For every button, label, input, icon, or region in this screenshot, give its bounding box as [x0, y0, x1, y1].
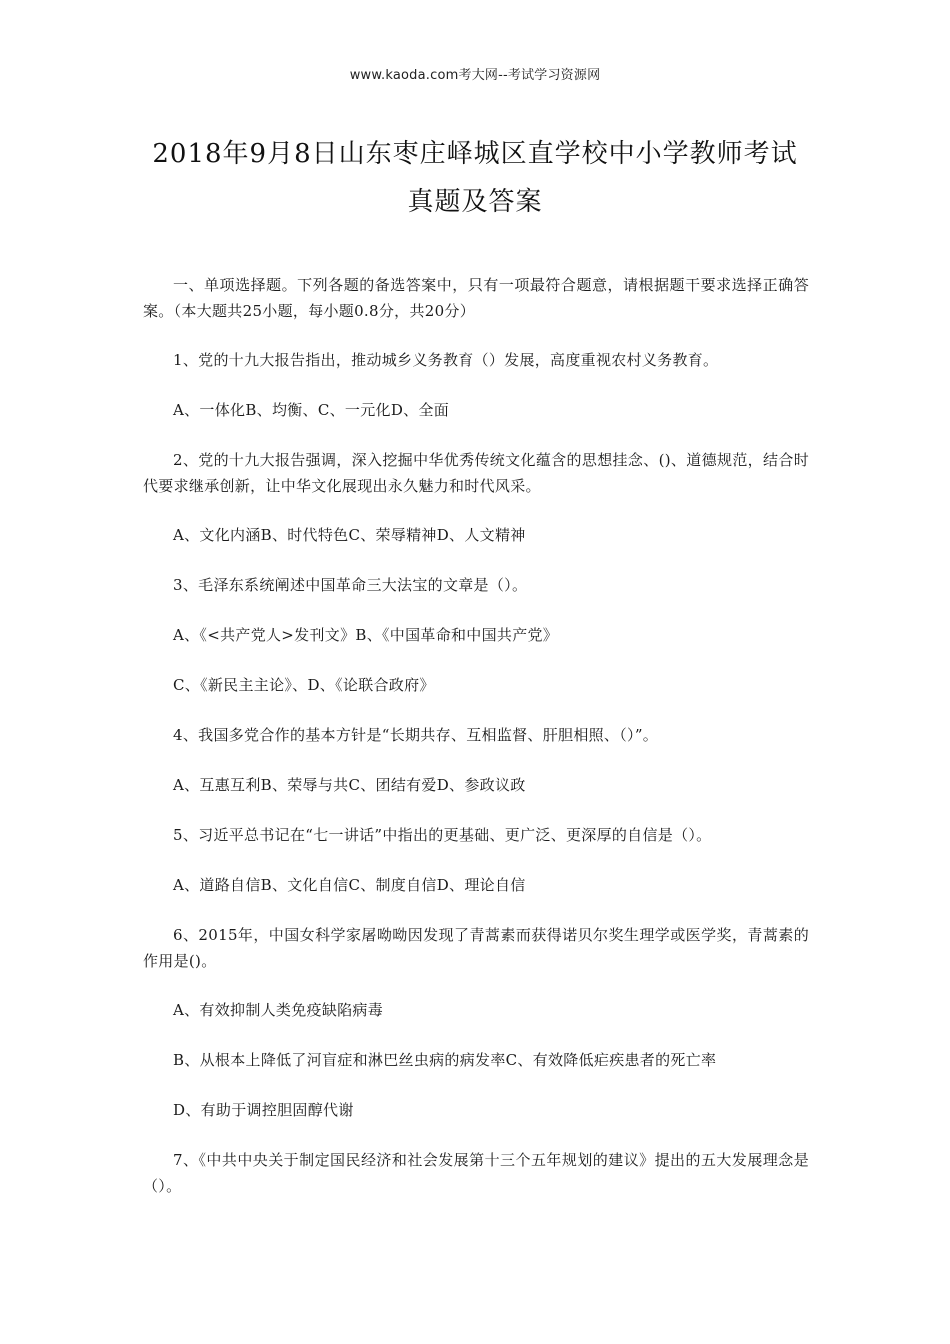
question-5-options: A、道路自信B、文化自信C、制度自信D、理论自信 [173, 876, 526, 894]
question-4-options: A、互惠互利B、荣辱与共C、团结有爱D、参政议政 [173, 776, 526, 794]
question-6-option-d: D、有助于调控胆固醇代谢 [173, 1101, 354, 1119]
question-4: 4、我国多党合作的基本方针是“长期共存、互相监督、肝胆相照、（）”。 [173, 726, 659, 744]
question-6: 6、2015年，中国女科学家屠呦呦因发现了青蒿素而获得诺贝尔奖生理学或医学奖，青蒿素的作用是()。 [143, 926, 809, 970]
question-1-options: A、一体化B、均衡、C、一元化D、全面 [173, 401, 450, 419]
question-7: 7、《中共中央关于制定国民经济和社会发展第十三个五年规划的建议》提出的五大发展理念是（）。 [143, 1151, 809, 1195]
question-3-options-cd: C、《新民主主论》、D、《论联合政府》 [173, 676, 435, 694]
question-6-option-a: A、有效抑制人类免疫缺陷病毒 [173, 1001, 384, 1019]
question-3-options-ab: A、《<共产党人>发刊文》B、《中国革命和中国共产党》 [173, 626, 559, 644]
question-2: 2、党的十九大报告强调，深入挖掘中华优秀传统文化蕴含的思想挂念、()、道德规范，结合时代要求继承创新，让中华文化展现出永久魅力和时代风采。 [143, 451, 809, 495]
section-instructions: 一、单项选择题。下列各题的备选答案中，只有一项最符合题意，请根据题干要求选择正确答案。（本大题共25小题，每小题0.8分，共20分） [143, 276, 809, 320]
document-body [143, 272, 809, 1222]
page-header: www.kaoda.com考大网--考试学习资源网 [349, 68, 601, 83]
question-1: 1、党的十九大报告指出，推动城乡义务教育（）发展，高度重视农村义务教育。 [173, 351, 719, 369]
question-2-options: A、文化内涵B、时代特色C、荣辱精神D、人文精神 [173, 526, 526, 544]
question-6-option-bc: B、从根本上降低了河盲症和淋巴丝虫病的病发率C、有效降低疟疾患者的死亡率 [173, 1051, 717, 1069]
question-5: 5、习近平总书记在“七一讲话”中指出的更基础、更广泛、更深厚的自信是（）。 [173, 826, 712, 844]
question-3: 3、毛泽东系统阐述中国革命三大法宝的文章是（）。 [173, 576, 528, 594]
document-title: 2018年9月8日山东枣庄峄城区直学校中小学教师考试真题及答案 [152, 139, 798, 217]
